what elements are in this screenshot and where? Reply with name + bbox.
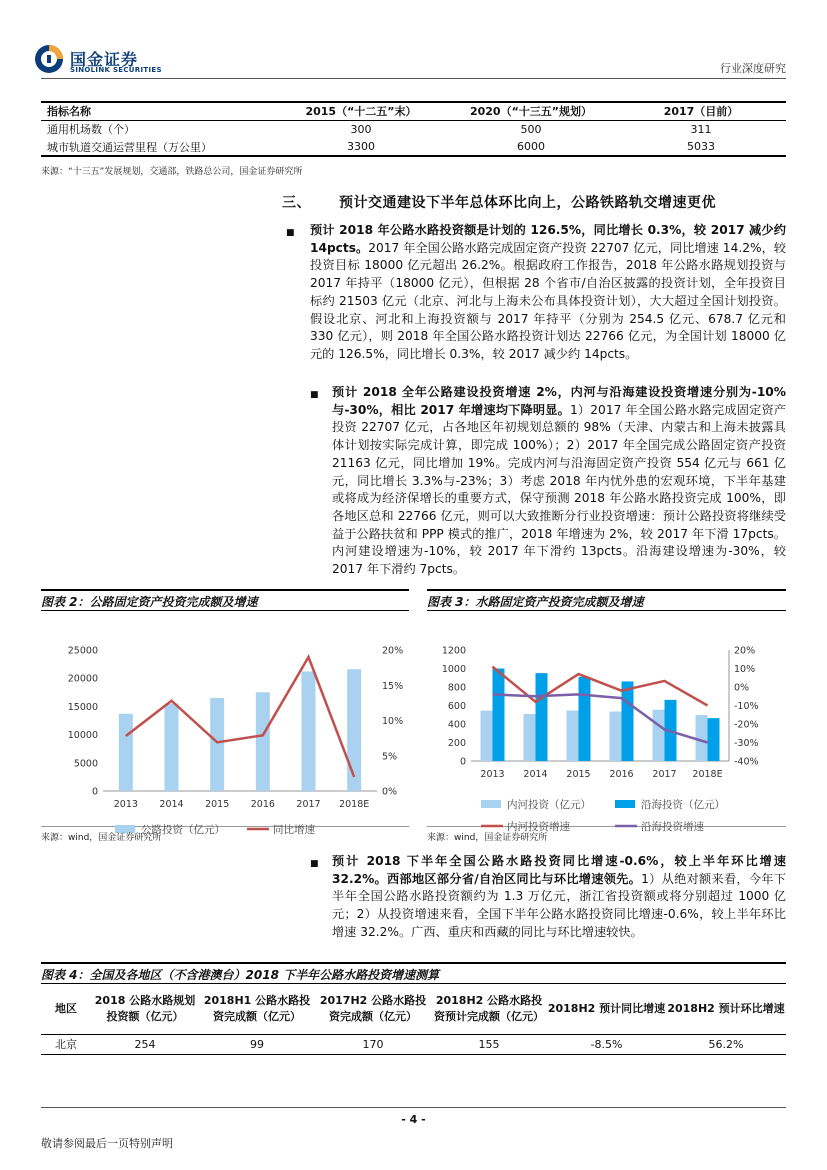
legend-label: 内河投资（亿元） xyxy=(507,799,591,811)
y-tick-label-left: 800 xyxy=(447,682,466,694)
bar xyxy=(165,704,179,791)
infrastructure-targets-table xyxy=(41,101,786,157)
bar xyxy=(536,673,548,761)
y-tick-label-right: 15% xyxy=(382,680,404,692)
x-tick-label: 2014 xyxy=(523,769,548,780)
x-tick-label: 2016 xyxy=(250,799,275,810)
y-tick-label-left: 20000 xyxy=(67,673,98,685)
y-tick-label-right: -40% xyxy=(734,756,759,768)
y-tick-label-right: 20% xyxy=(734,645,756,657)
bar xyxy=(696,715,708,761)
table-cell: 56.2% xyxy=(666,1034,786,1054)
paragraph-2-body: 1）2017 年全国公路水路完成固定资产投资 22707 亿元，占各地区年初规划总额的 98%（天津、内蒙古和上海未披露具体计划按实际完成计算，即完成 100%）；2）2017 年全国完成公路固定资产投资 21163 亿元，同比增加 19%。完成内河与沿海固定资产投资 554 亿元与 661 亿元，同比增长 3.3%与-23%；3）考虑 2018 年内忧外患的宏观环境，下半年基建或将成为经济保增长的重要方式，保守预测 2018 年公路水路投资完成 100%，即各地区总和 22766 亿元，则可以大致推断分行业投资增速：预计公路投资将继续受益于公路扶贫和 PPP 模式的推广，2018 年增速为 2%，较 2017 年下滑 17pcts。内河建设增速为-10%，较 2017 年下滑约 13pcts。沿海建设增速为-30%，较 2017 年下滑约 7pcts。 xyxy=(332,402,786,577)
paragraph-3-lead: 预计 2018 下半年全国公路水路投资同比增速-0.6%，较上半年环比增速 32.2%。西部地区部分省/自治区同比与环比增速领先。 xyxy=(332,854,786,886)
bar xyxy=(610,712,622,761)
figure-3-title: 图表 3：水路固定资产投资完成额及增速 xyxy=(427,589,786,611)
paragraph-3 xyxy=(332,853,786,942)
table-cell: 254 xyxy=(91,1034,199,1054)
legend-label: 沿海投资（亿元） xyxy=(641,799,725,811)
logo-english-name: SINOLINK SECURITIES xyxy=(70,66,162,74)
column-header: 2020（“十三五”规划） xyxy=(446,102,616,120)
company-logo-icon xyxy=(34,44,64,74)
y-tick-label-left: 0 xyxy=(91,786,98,798)
table-header-row xyxy=(41,984,786,1034)
table-cell: 155 xyxy=(431,1034,547,1054)
logo-chinese-name: 国金证券 xyxy=(70,50,139,69)
y-tick-label-left: 600 xyxy=(447,701,466,712)
bar xyxy=(119,714,133,791)
y-tick-label-left: 25000 xyxy=(67,645,98,657)
legend-swatch xyxy=(615,800,635,808)
x-tick-label: 2013 xyxy=(113,799,138,810)
legend-label: 内河投资增速 xyxy=(507,821,570,833)
x-tick-label: 2016 xyxy=(609,769,634,780)
header-divider xyxy=(41,78,786,79)
y-tick-label-left: 400 xyxy=(447,719,466,731)
regional-investment-table xyxy=(41,984,786,1055)
x-tick-label: 2017 xyxy=(296,799,321,810)
y-tick-label-left: 1200 xyxy=(441,645,466,657)
table-cell: -8.5% xyxy=(547,1034,666,1054)
table-cell: 311 xyxy=(690,122,712,136)
waterway-investment-chart xyxy=(427,611,786,833)
section-title: 预计交通建设下半年总体环比向上，公路铁路轨交增速更优 xyxy=(339,195,716,211)
bar xyxy=(567,710,579,761)
table-cell: 500 xyxy=(520,122,542,136)
paragraph-1-lead: 预计 2018 年公路水路投资额是计划的 126.5%，同比增长 0.3%，较 2017 减少约 14pcts。 xyxy=(310,223,786,255)
table-2-title: 图表 4：全国及各地区（不含港澳台）2018 下半年公路水路投资增速测算 xyxy=(41,962,786,984)
y-tick-label-right: 20% xyxy=(382,645,404,657)
bullet-square-icon: ■ xyxy=(310,390,319,400)
document-type-label: 行业深度研究 xyxy=(720,62,786,75)
table-cell: 3300 xyxy=(276,138,446,156)
paragraph-1-body: 2017 年全国公路水路完成固定资产投资 22707 亿元，同比增速 14.2%，较投资目标 18000 亿元超出 26.2%。根据政府工作报告，2018 年公路水路规划投资与 2017 年持平（18000 亿元），但根据 28 个省市/自治区披露的投资计划，全年投资目标约 21503 亿元（北京、河北与上海未公布具体投资计划），大大超过全国计划投资。假设北京、河北和上海投资额与 2017 年持平（分别为 254.5 亿元、678.7 亿元和 330 亿元），则 2018 年全国公路水路投资计划达 22766 亿元，为全国计划 18000 亿元的 126.5%，同比增长 0.3%，较 2017 减少约 14pcts。 xyxy=(310,240,786,361)
legend-label: 同比增速 xyxy=(273,824,315,836)
table-cell: 北京 xyxy=(41,1034,91,1054)
table-cell: 城市轨道交通运营里程（万公里） xyxy=(41,138,276,156)
column-header: 2018H2 预计环比增速 xyxy=(666,984,786,1034)
y-tick-label-left: 15000 xyxy=(67,701,98,713)
y-tick-label-right: 10% xyxy=(734,664,756,675)
bar xyxy=(347,669,361,791)
y-tick-label-right: 0% xyxy=(734,682,750,694)
page-number: - 4 - xyxy=(401,1113,426,1126)
column-header: 指标名称 xyxy=(41,102,276,120)
paragraph-2-lead: 预计 2018 全年公路建设投资增速 2%，内河与沿海建设投资增速分别为-10%与-30%，相比 2017 年增速均下降明显。 xyxy=(332,385,786,417)
y-tick-label-left: 0 xyxy=(459,756,466,768)
bullet-square-icon: ■ xyxy=(286,228,295,238)
table-row xyxy=(41,120,786,138)
y-tick-label-right: -10% xyxy=(734,701,759,712)
table-row xyxy=(41,1034,786,1054)
section-number: 三、 xyxy=(282,195,311,211)
y-tick-label-right: -30% xyxy=(734,738,759,749)
table1-source: 来源：“十三五”发展规划，交通部，铁路总公司，国金证券研究所 xyxy=(41,167,303,177)
column-header: 地区 xyxy=(41,984,91,1034)
paragraph-3-body: 1）从绝对额来看，今年下半年全国公路水路投资额约为 1.3 万亿元，浙江省投资额或将分别超过 1000 亿元；2）从投资增速来看，全国下半年公路水路投资同比增速-0.6%，较上半年环比增速 32.2%。广西、重庆和西藏的同比与环比增速较快。 xyxy=(332,871,786,939)
paragraph-2 xyxy=(332,384,786,579)
bar xyxy=(210,698,224,791)
x-tick-label: 2013 xyxy=(480,769,505,780)
x-tick-label: 2018E xyxy=(339,799,370,810)
y-tick-label-right: 10% xyxy=(382,716,404,727)
column-header: 2018 公路水路规划投资额（亿元） xyxy=(91,984,199,1034)
bar xyxy=(653,710,665,761)
x-tick-label: 2018E xyxy=(692,769,723,780)
figure-2-source: 来源：wind，国金证券研究所 xyxy=(41,833,162,843)
column-header: 2018H2 公路水路投资预计完成额（亿元） xyxy=(431,984,547,1034)
column-header: 2018H2 预计同比增速 xyxy=(547,984,666,1034)
bar xyxy=(579,677,591,761)
table-cell: 5033 xyxy=(616,138,786,156)
x-tick-label: 2014 xyxy=(159,799,184,810)
figure-2-panel xyxy=(41,589,409,836)
y-tick-label-left: 5000 xyxy=(73,758,98,770)
y-tick-label-left: 10000 xyxy=(67,730,98,742)
disclaimer-note: 敬请参阅最后一页特别声明 xyxy=(41,1137,173,1150)
series-line xyxy=(126,657,354,777)
bar xyxy=(524,714,536,761)
table-cell: 99 xyxy=(199,1034,315,1054)
table-row xyxy=(41,138,786,156)
y-tick-label-right: 0% xyxy=(382,786,398,798)
y-tick-label-left: 200 xyxy=(447,738,466,749)
series-line xyxy=(493,667,708,706)
paragraph-1 xyxy=(310,222,786,364)
y-tick-label-left: 1000 xyxy=(441,664,466,675)
highway-investment-chart xyxy=(41,611,409,836)
figure-3-source: 来源：wind，国金证券研究所 xyxy=(427,833,548,843)
figure-2-title: 图表 2：公路固定资产投资完成额及增速 xyxy=(41,589,409,611)
bullet-square-icon: ■ xyxy=(310,859,319,869)
bar xyxy=(481,711,493,761)
x-tick-label: 2017 xyxy=(652,769,677,780)
table-cell: 6000 xyxy=(446,138,616,156)
bar xyxy=(708,718,720,761)
table-header-row xyxy=(41,102,786,120)
x-tick-label: 2015 xyxy=(205,799,230,810)
table-cell: 通用机场数（个） xyxy=(47,123,135,137)
x-tick-label: 2015 xyxy=(566,769,591,780)
bar xyxy=(493,669,505,762)
section-heading xyxy=(282,192,716,212)
legend-swatch xyxy=(481,800,501,808)
footer-divider xyxy=(41,1107,786,1108)
bar xyxy=(302,671,316,791)
bar xyxy=(622,681,634,761)
bar xyxy=(256,692,270,791)
legend-label: 沿海投资增速 xyxy=(641,821,704,833)
figure-3-panel xyxy=(427,589,786,833)
column-header: 2017H2 公路水路投资完成额（亿元） xyxy=(315,984,431,1034)
y-tick-label-right: 5% xyxy=(382,751,398,763)
column-header: 2017（目前） xyxy=(616,102,786,120)
table-cell: 300 xyxy=(350,122,372,136)
y-tick-label-right: -20% xyxy=(734,719,759,731)
column-header: 2015（“十二五”末） xyxy=(276,102,446,120)
legend-label: 公路投资（亿元） xyxy=(141,824,225,836)
column-header: 2018H1 公路水路投资完成额（亿元） xyxy=(199,984,315,1034)
table-cell: 170 xyxy=(315,1034,431,1054)
